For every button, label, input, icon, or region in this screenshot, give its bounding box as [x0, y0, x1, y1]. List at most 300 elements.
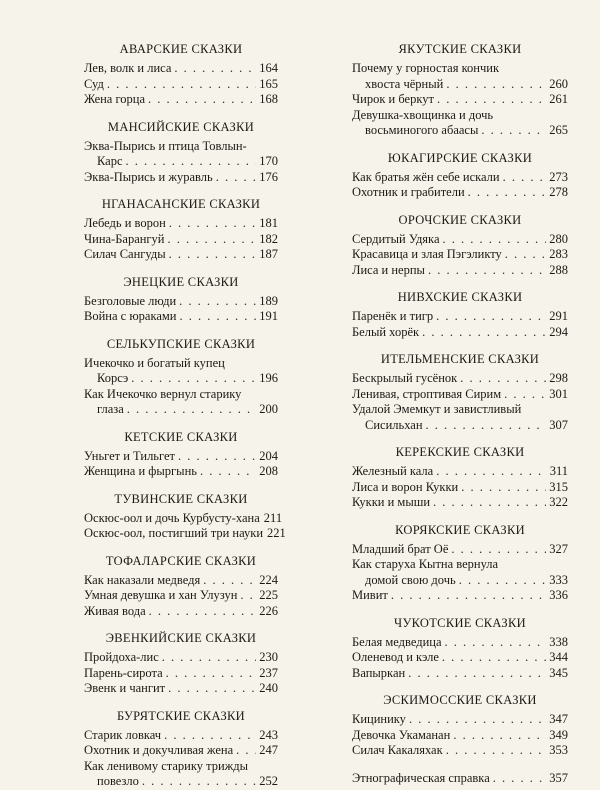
toc-entry[interactable]: [352, 108, 568, 139]
toc-entry[interactable]: [352, 712, 568, 728]
entry-title-continuation: Сисильхан: [365, 417, 423, 432]
entry-title: Охотник и докучливая жена: [84, 743, 234, 757]
dot-leader: [459, 573, 547, 589]
entry-title: Эвенк и чангит: [84, 681, 166, 695]
entry-line: [84, 170, 278, 186]
page-number: 211: [263, 510, 283, 525]
dot-leader: [126, 154, 257, 170]
entry-line: [84, 402, 278, 418]
dot-leader: [422, 325, 546, 341]
page-number: 247: [259, 743, 278, 757]
page-number: 204: [259, 448, 278, 463]
section-heading: НГАНАСАНСКИЕ СКАЗКИ: [101, 197, 261, 211]
dot-leader: [178, 449, 256, 465]
entry-title: Парень-сирота: [84, 665, 163, 680]
dot-leader: [453, 728, 546, 744]
dot-leader: [437, 92, 546, 108]
toc-section: [84, 709, 278, 790]
entry-line: [352, 418, 568, 434]
entry-line: [352, 495, 568, 511]
dot-leader: [166, 666, 257, 682]
page-number: 237: [259, 665, 278, 680]
entry-line: [84, 573, 278, 589]
toc-entry[interactable]: [352, 743, 568, 759]
toc-entry[interactable]: [84, 356, 278, 387]
entry-line: [352, 371, 568, 387]
entry-title: Бескрылый гусёнок: [352, 371, 458, 385]
dot-leader: [481, 123, 546, 139]
entry-title: Оскюс-оол и дочь Курбусту-хана: [84, 510, 260, 525]
page-number: 181: [259, 216, 278, 230]
page-number: 164: [259, 61, 278, 75]
entry-title: Младший брат Оё: [352, 541, 449, 556]
entry-title: Как Ичекочко вернул старику: [84, 386, 242, 401]
toc-entry[interactable]: [84, 92, 278, 108]
entry-line: [352, 247, 568, 263]
entry-title: Чирок и беркут: [352, 92, 434, 106]
dot-leader: [505, 247, 546, 263]
toc-entry[interactable]: [84, 573, 278, 589]
toc-section: [84, 337, 278, 418]
toc-entry[interactable]: [352, 185, 568, 201]
dot-leader: [445, 635, 547, 651]
page-number: 280: [549, 231, 568, 246]
dot-leader: [168, 681, 256, 697]
dot-leader: [493, 771, 547, 787]
toc-entry[interactable]: [84, 170, 278, 186]
page-number: 353: [549, 743, 568, 757]
entry-line: [84, 371, 278, 387]
dot-leader: [149, 604, 257, 620]
toc-entry[interactable]: [84, 510, 283, 527]
page-number: 165: [259, 76, 278, 91]
entry-line: [352, 77, 568, 93]
toc-entry[interactable]: [84, 449, 278, 465]
section-heading: КЕРЕКСКИЕ СКАЗКИ: [395, 445, 525, 459]
page-number: 221: [267, 526, 286, 540]
entry-title: Как старуха Кытна вернула: [352, 557, 499, 571]
page-number: 283: [549, 247, 568, 261]
section-heading: ЭВЕНКИЙСКИЕ СКАЗКИ: [105, 631, 257, 645]
page-number: 333: [549, 572, 568, 587]
toc-entry[interactable]: [84, 666, 278, 682]
dot-leader: [468, 185, 547, 201]
toc-entry[interactable]: [84, 681, 278, 697]
dot-leader: [446, 77, 546, 93]
entry-title: Этнографическая справка: [352, 770, 490, 785]
page-number: 240: [259, 681, 278, 695]
toc-entry[interactable]: [84, 61, 278, 77]
toc-section: [352, 523, 568, 604]
section-heading: МАНСИЙСКИЕ СКАЗКИ: [107, 119, 255, 134]
dot-leader: [131, 371, 256, 387]
toc-entry[interactable]: [352, 588, 568, 604]
dot-leader: [203, 573, 256, 589]
dot-leader: [127, 402, 256, 418]
toc-entry[interactable]: [352, 61, 568, 92]
toc-section: [352, 352, 568, 433]
toc-entry[interactable]: [352, 480, 568, 496]
entry-line: [352, 650, 568, 666]
entry-line: [84, 743, 278, 759]
section-heading: ЮКАГИРСКИЕ СКАЗКИ: [387, 150, 533, 165]
entry-line: [352, 542, 568, 558]
section-heading: АВАРСКИЕ СКАЗКИ: [119, 42, 243, 56]
dot-leader: [504, 387, 546, 403]
entry-line: [84, 92, 278, 108]
toc-entry[interactable]: [352, 557, 568, 588]
page-number: 291: [549, 309, 568, 323]
toc-entry[interactable]: [84, 743, 278, 759]
dot-leader: [461, 480, 546, 496]
toc-entry[interactable]: [84, 232, 278, 248]
toc-section: [352, 616, 568, 682]
dot-leader: [451, 542, 546, 558]
entry-line: [84, 650, 278, 666]
dot-leader: [200, 464, 256, 480]
contents-column-right: [352, 42, 568, 785]
entry-line: [84, 309, 278, 325]
toc-section: [84, 554, 278, 620]
page-number: 336: [549, 588, 568, 602]
entry-title: Белый хорёк: [352, 324, 420, 339]
entry-title-continuation: Корсэ: [97, 371, 129, 385]
entry-title: Ичекочко и богатый купец: [84, 355, 225, 370]
toc-section: [84, 275, 278, 325]
toc-entry[interactable]: [352, 542, 568, 558]
page-number: 252: [259, 774, 278, 788]
toc-section: [84, 120, 278, 186]
toc-section: [84, 430, 278, 480]
toc-entry[interactable]: [84, 759, 278, 790]
entry-title: Как братья жён себе искали: [352, 169, 500, 184]
toc-section: [84, 631, 278, 697]
page-number: 265: [549, 123, 568, 137]
page-number: 315: [549, 479, 568, 494]
entry-title: Девушка-хвощинка и дочь: [352, 107, 494, 122]
toc-section: [352, 445, 568, 511]
toc-entry[interactable]: [84, 77, 278, 93]
page-number: 260: [549, 76, 568, 91]
page-number: 294: [549, 324, 568, 339]
entry-title: Железный кала: [352, 464, 434, 478]
dot-leader: [460, 371, 546, 387]
entry-title: Белая медведица: [352, 634, 442, 649]
page-number: 311: [549, 464, 568, 478]
entry-title: Сердитый Удяка: [352, 231, 440, 246]
entry-title: Паренёк и тигр: [352, 309, 434, 323]
entry-line: [352, 123, 568, 139]
toc-entry[interactable]: [352, 402, 568, 433]
page-number: 225: [259, 588, 278, 602]
section-heading: ОРОЧСКИЕ СКАЗКИ: [398, 212, 522, 227]
dot-leader: [169, 247, 257, 263]
entry-title: Лиса и ворон Кукки: [352, 479, 459, 494]
dot-leader: [409, 712, 546, 728]
dot-leader: [148, 92, 256, 108]
entry-line: [84, 510, 283, 527]
entry-line: [352, 263, 568, 279]
entry-line: [352, 771, 568, 787]
entry-line: [84, 464, 278, 480]
entry-line: [84, 449, 278, 465]
entry-title: Мивит: [352, 588, 388, 602]
entry-line: [84, 728, 278, 744]
entry-title: Уньгет и Тильгет: [84, 448, 175, 463]
entry-title: Чина-Барангуй: [84, 231, 165, 246]
toc-entry[interactable]: [84, 294, 278, 310]
dot-leader: [169, 216, 256, 232]
toc-entry[interactable]: [352, 232, 568, 248]
entry-line: [84, 294, 278, 310]
section-heading: БУРЯТСКИЕ СКАЗКИ: [116, 708, 245, 723]
entry-line: [352, 743, 568, 759]
entry-title: Девочка Укаманан: [352, 727, 451, 742]
toc-entry[interactable]: [352, 635, 568, 651]
entry-title: Суд: [84, 76, 104, 91]
toc-entry[interactable]: [352, 170, 568, 186]
entry-title: Старик ловкач: [84, 727, 162, 742]
page-number: 168: [259, 92, 278, 106]
page-number: 322: [549, 495, 568, 509]
entry-title: Охотник и грабители: [352, 185, 465, 199]
toc-entry[interactable]: [84, 588, 278, 604]
dot-leader: [446, 743, 547, 759]
dot-leader: [503, 170, 547, 186]
toc-entry[interactable]: [352, 650, 568, 666]
entry-title: Жена горца: [84, 92, 146, 106]
entry-title: Ленивая, строптивая Сирим: [352, 386, 502, 401]
page-number: 345: [549, 665, 568, 680]
toc-section: [352, 42, 568, 139]
entry-title: Оленевод и кэле: [352, 650, 439, 664]
dot-leader: [142, 774, 256, 790]
toc-entry[interactable]: [352, 728, 568, 744]
page-number: 273: [549, 169, 568, 184]
dot-leader: [107, 77, 256, 93]
page-number: 307: [549, 417, 568, 432]
entry-title: Женщина и фыргынь: [84, 464, 197, 478]
entry-line: [352, 666, 568, 682]
toc-entry[interactable]: [352, 92, 568, 108]
page-number: 357: [549, 770, 568, 785]
entry-line: [84, 588, 278, 604]
dot-leader: [179, 309, 256, 325]
entry-title: Живая вода: [84, 603, 146, 618]
dot-leader: [428, 263, 546, 279]
page-number: 187: [259, 247, 278, 261]
entry-line: [84, 604, 278, 620]
toc-entry[interactable]: [352, 666, 568, 682]
entry-title: Как ленивому старику трижды: [84, 758, 249, 773]
toc-entry[interactable]: [84, 139, 278, 170]
toc-entry[interactable]: [84, 216, 278, 232]
page-number: 349: [549, 727, 568, 742]
entry-line: [352, 464, 568, 480]
page-number: 196: [259, 371, 278, 385]
toc-entry[interactable]: [352, 387, 568, 403]
entry-title-continuation: повезло: [97, 774, 139, 788]
toc-entry[interactable]: [84, 604, 278, 620]
toc-section: [84, 491, 286, 542]
section-heading: ЧУКОТСКИЕ СКАЗКИ: [394, 615, 526, 630]
toc-entry[interactable]: [352, 325, 568, 341]
dot-leader: [174, 61, 256, 77]
toc-entry[interactable]: [352, 464, 568, 480]
entry-title: Силач Сангуды: [84, 247, 166, 261]
entry-title: Лиса и нерпы: [352, 262, 425, 277]
dot-leader: [179, 294, 256, 310]
entry-title: Вапыркан: [352, 665, 406, 680]
entry-title-continuation: Карс: [97, 154, 123, 168]
entry-line: [352, 480, 568, 496]
section-heading: ИТЕЛЬМЕНСКИЕ СКАЗКИ: [380, 352, 540, 366]
entry-line: [352, 92, 568, 108]
toc-entry[interactable]: [84, 309, 278, 325]
section-heading: ЭНЕЦКИЕ СКАЗКИ: [123, 274, 239, 289]
entry-title-continuation: хвоста чёрный: [365, 76, 444, 91]
dot-leader: [168, 232, 257, 248]
toc-entry[interactable]: [84, 247, 278, 263]
entry-line: [84, 232, 278, 248]
toc-section: [352, 213, 568, 279]
contents-column-left: [84, 42, 286, 788]
dot-leader: [426, 418, 547, 434]
toc-entry[interactable]: [352, 309, 568, 325]
dot-leader: [433, 495, 546, 511]
entry-line: [352, 170, 568, 186]
toc-section: [352, 151, 568, 201]
section-heading: ТУВИНСКИЕ СКАЗКИ: [114, 491, 248, 506]
dot-leader: [164, 728, 256, 744]
entry-title-continuation: восьминогого абааcы: [365, 123, 479, 137]
entry-title: Пройдоха-лис: [84, 650, 159, 664]
page-number: 191: [259, 309, 278, 323]
toc-section: [352, 290, 568, 340]
entry-line: [352, 712, 568, 728]
dot-leader: [408, 666, 546, 682]
entry-line: [84, 61, 278, 77]
section-heading: ЯКУТСКИЕ СКАЗКИ: [398, 42, 522, 56]
section-heading: НИВХСКИЕ СКАЗКИ: [397, 290, 523, 304]
entry-line: [84, 216, 278, 232]
page-number: 224: [259, 572, 278, 587]
page-number: 338: [549, 634, 568, 649]
toc-entry[interactable]: [84, 526, 286, 542]
dot-leader: [236, 743, 256, 759]
page-number: 226: [259, 603, 278, 618]
toc-section: [84, 42, 278, 108]
entry-line: [352, 588, 568, 604]
entry-line: [352, 387, 568, 403]
entry-title: Эква-Пырись и журавль: [84, 169, 213, 184]
entry-line: [84, 681, 278, 697]
entry-title: Силач Какаляхак: [352, 743, 443, 757]
entry-line: [352, 185, 568, 201]
entry-title: Почему у горностая кончик: [352, 61, 500, 75]
entry-title: Кукки и мыши: [352, 495, 431, 509]
entry-line: [84, 154, 278, 170]
page-number: 243: [259, 727, 278, 742]
page-number: 208: [259, 464, 278, 478]
section-heading: СЕЛЬКУПСКИЕ СКАЗКИ: [106, 336, 256, 351]
dot-leader: [436, 464, 546, 480]
page-number: 301: [549, 386, 568, 401]
entry-title-continuation: домой свою дочь: [365, 572, 456, 587]
entry-line: [352, 325, 568, 341]
entry-line: [84, 247, 278, 263]
toc-section: [84, 197, 278, 263]
entry-title: Удалой Эмемкут и завистливый: [352, 402, 522, 416]
entry-line: [84, 526, 286, 542]
toc-entry[interactable]: [84, 464, 278, 480]
section-heading: КОРЯКСКИЕ СКАЗКИ: [395, 522, 525, 537]
toc-entry[interactable]: [84, 650, 278, 666]
entry-line: [84, 774, 278, 790]
entry-title: Война с юраками: [84, 309, 177, 323]
page-number: 347: [549, 712, 568, 726]
section-heading: ТОФАЛАРСКИЕ СКАЗКИ: [105, 553, 257, 568]
toc-entry[interactable]: [84, 728, 278, 744]
dot-leader: [443, 232, 547, 248]
toc-entry[interactable]: [352, 263, 568, 279]
toc-entry[interactable]: [84, 387, 278, 418]
dot-leader: [240, 588, 256, 604]
entry-title: Кицинику: [352, 712, 406, 726]
page-number: 200: [259, 402, 278, 416]
entry-title-continuation: глаза: [97, 402, 124, 416]
page-number: 182: [259, 231, 278, 246]
dot-leader: [391, 588, 546, 604]
page-number: 261: [549, 92, 568, 106]
toc-entry[interactable]: [352, 247, 568, 263]
page-number: 176: [259, 169, 278, 184]
appendix-entry[interactable]: [352, 771, 568, 787]
entry-title: Лев, волк и лиса: [84, 61, 172, 75]
dot-leader: [162, 650, 256, 666]
page-number: 189: [259, 293, 278, 308]
entry-title: Лебедь и ворон: [84, 216, 166, 230]
page-number: 288: [549, 262, 568, 277]
page-number: 344: [549, 650, 568, 664]
entry-line: [84, 666, 278, 682]
toc-section: [352, 693, 568, 759]
toc-entry[interactable]: [352, 371, 568, 387]
entry-line: [352, 573, 568, 589]
dot-leader: [216, 170, 257, 186]
entry-title: Безголовые люди: [84, 293, 177, 308]
section-heading: КЕТСКИЕ СКАЗКИ: [124, 429, 238, 444]
entry-title: Эква-Пырись и птица Товлын-: [84, 138, 247, 153]
page-number: 327: [549, 541, 568, 556]
page-number: 170: [259, 154, 278, 168]
entry-title: Как наказали медведя: [84, 572, 201, 587]
entry-title: Красавица и злая Пэгэликту: [352, 247, 502, 261]
entry-line: [84, 77, 278, 93]
page-number: 230: [259, 650, 278, 664]
entry-title: Оскюс-оол, постигший три науки: [84, 526, 264, 540]
section-heading: ЭСКИМОССКИЕ СКАЗКИ: [383, 693, 537, 707]
entry-line: [352, 728, 568, 744]
dot-leader: [436, 309, 546, 325]
entry-line: [352, 309, 568, 325]
dot-leader: [442, 650, 546, 666]
entry-line: [352, 635, 568, 651]
entry-title: Умная девушка и хан Улузун: [84, 588, 238, 602]
page-number: 298: [549, 371, 568, 385]
page-number: 278: [549, 185, 568, 199]
toc-entry[interactable]: [352, 495, 568, 511]
